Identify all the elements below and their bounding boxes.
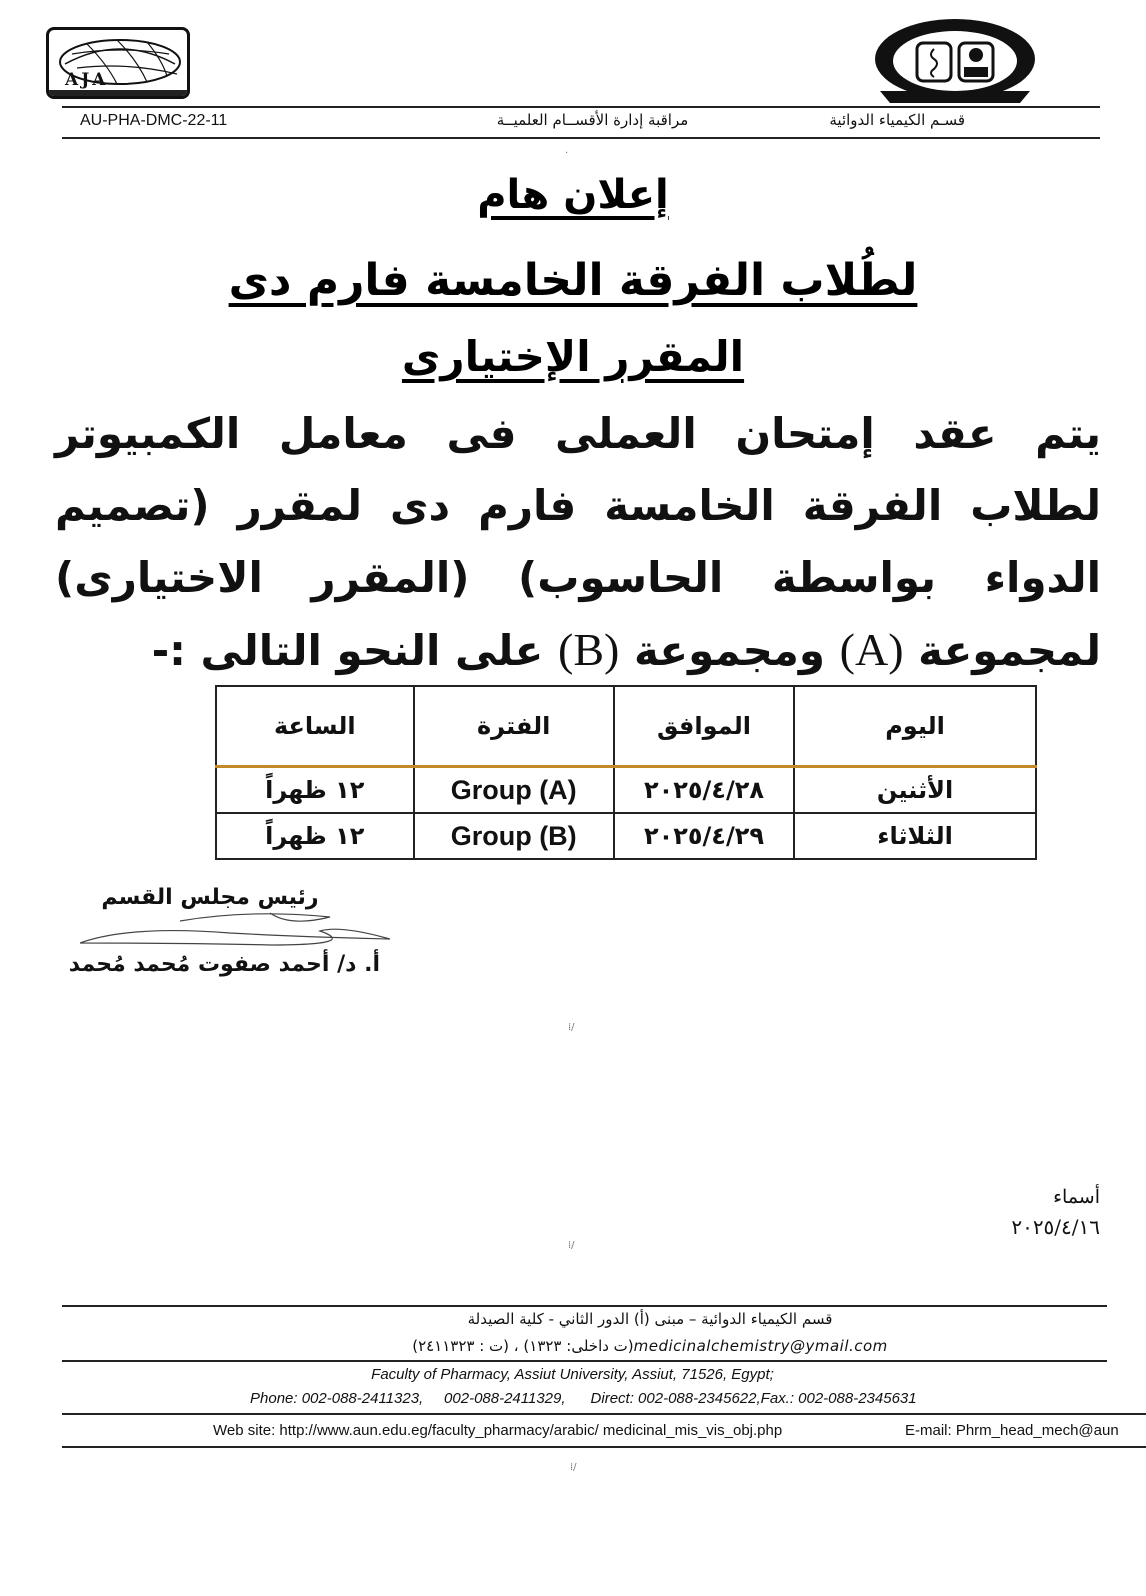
course-title: المقرر الإختيارى — [401, 332, 745, 381]
signatory-title: رئيس مجلس القسم — [101, 885, 319, 910]
column-header-time: الساعة — [216, 686, 414, 767]
table-row — [216, 813, 1036, 859]
footer-address-en: Faculty of Pharmacy, Assiut University, Assiut, 71526, Egypt; — [371, 1366, 774, 1383]
table-row — [216, 767, 1036, 814]
scan-speck: ⁞/ — [568, 1240, 575, 1251]
scan-speck: · — [565, 148, 569, 159]
group-b-label: (B) — [558, 624, 620, 675]
cell-period: Group (A) — [414, 767, 614, 814]
scan-speck: ⁞/ — [568, 1022, 575, 1033]
issue-date: ٢٠٢٥/٤/١٦ — [1011, 1215, 1100, 1239]
column-header-period: الفترة — [414, 686, 614, 767]
aja-logo-bar — [49, 90, 187, 96]
table-header-row — [216, 686, 1036, 767]
cell-day: الأثنين — [794, 767, 1036, 814]
footer-email[interactable]: E-mail: Phrm_head_mech@aun — [905, 1422, 1119, 1439]
handwritten-signature — [70, 905, 400, 955]
exam-schedule-table — [215, 685, 1037, 860]
typist-name: أسماء — [1053, 1186, 1100, 1208]
column-header-day: اليوم — [794, 686, 1036, 767]
column-header-date: الموافق — [614, 686, 794, 767]
announcement-body: يتم عقد إمتحان العملى فى معامل الكمبيوتر لطلاب الفرقة الخامسة فارم دى لمقرر (تصميم الدواء بواسطة الحاسوب) (المقرر الاختيارى) لمجموعة (A) ومجموعة (B) على النحو التالى :- — [55, 409, 1101, 675]
footer-rule-1 — [62, 1305, 1107, 1307]
cell-time: ١٢ ظهراً — [216, 813, 414, 859]
footer-address-ar: قسم الكيمياء الدوائية – مبنى (أ) الدور الثاني - كلية الصيدلة — [467, 1310, 833, 1328]
announcement-title: إعلان هام — [477, 172, 669, 218]
group-a-label: (A) — [839, 624, 904, 675]
signatory-name: أ. د/ أحمد صفوت مُحمد مُحمد — [68, 952, 380, 977]
cell-date: ٢٠٢٥/٤/٢٨ — [614, 767, 794, 814]
cell-time: ١٢ ظهراً — [216, 767, 414, 814]
scan-speck: ⁞/ — [570, 1462, 577, 1473]
footer-rule-4 — [62, 1446, 1146, 1448]
header-rule-top — [62, 106, 1100, 108]
header-center-label: مراقبة إدارة الأقســام العلميــة — [496, 111, 689, 129]
footer-rule-3 — [62, 1413, 1146, 1415]
cell-day: الثلاثاء — [794, 813, 1036, 859]
footer-contact-ar: medicinalchemistry@ymail.com(ت داخلى: ١٣٢٣) ، (ت : ٢٤١١٣٢٣) — [412, 1337, 888, 1355]
cell-date: ٢٠٢٥/٤/٢٩ — [614, 813, 794, 859]
footer-rule-2 — [62, 1360, 1107, 1362]
audience-title: لطُلاب الفرقة الخامسة فارم دى — [228, 255, 918, 306]
document-code: AU-PHA-DMC-22-11 — [80, 112, 228, 129]
aja-logo — [46, 27, 190, 99]
footer-email-link[interactable]: medicinalchemistry@ymail.com — [633, 1337, 888, 1355]
footer-phones: Phone: 002-088-2411323, 002-088-2411329, Direct: 002-088-2345622,Fax.: 002-088-2345631 — [250, 1390, 917, 1407]
cell-period: Group (B) — [414, 813, 614, 859]
aja-logo-text: AJA — [65, 70, 109, 90]
department-label: قسـم الكيمياء الدوائية — [829, 111, 965, 129]
footer-website-link[interactable]: Web site: http://www.aun.edu.eg/faculty_pharmacy/arabic/ medicinal_mis_vis_obj.php — [213, 1422, 783, 1439]
header-rule-bottom — [62, 137, 1100, 139]
university-emblem-icon — [870, 15, 1040, 108]
